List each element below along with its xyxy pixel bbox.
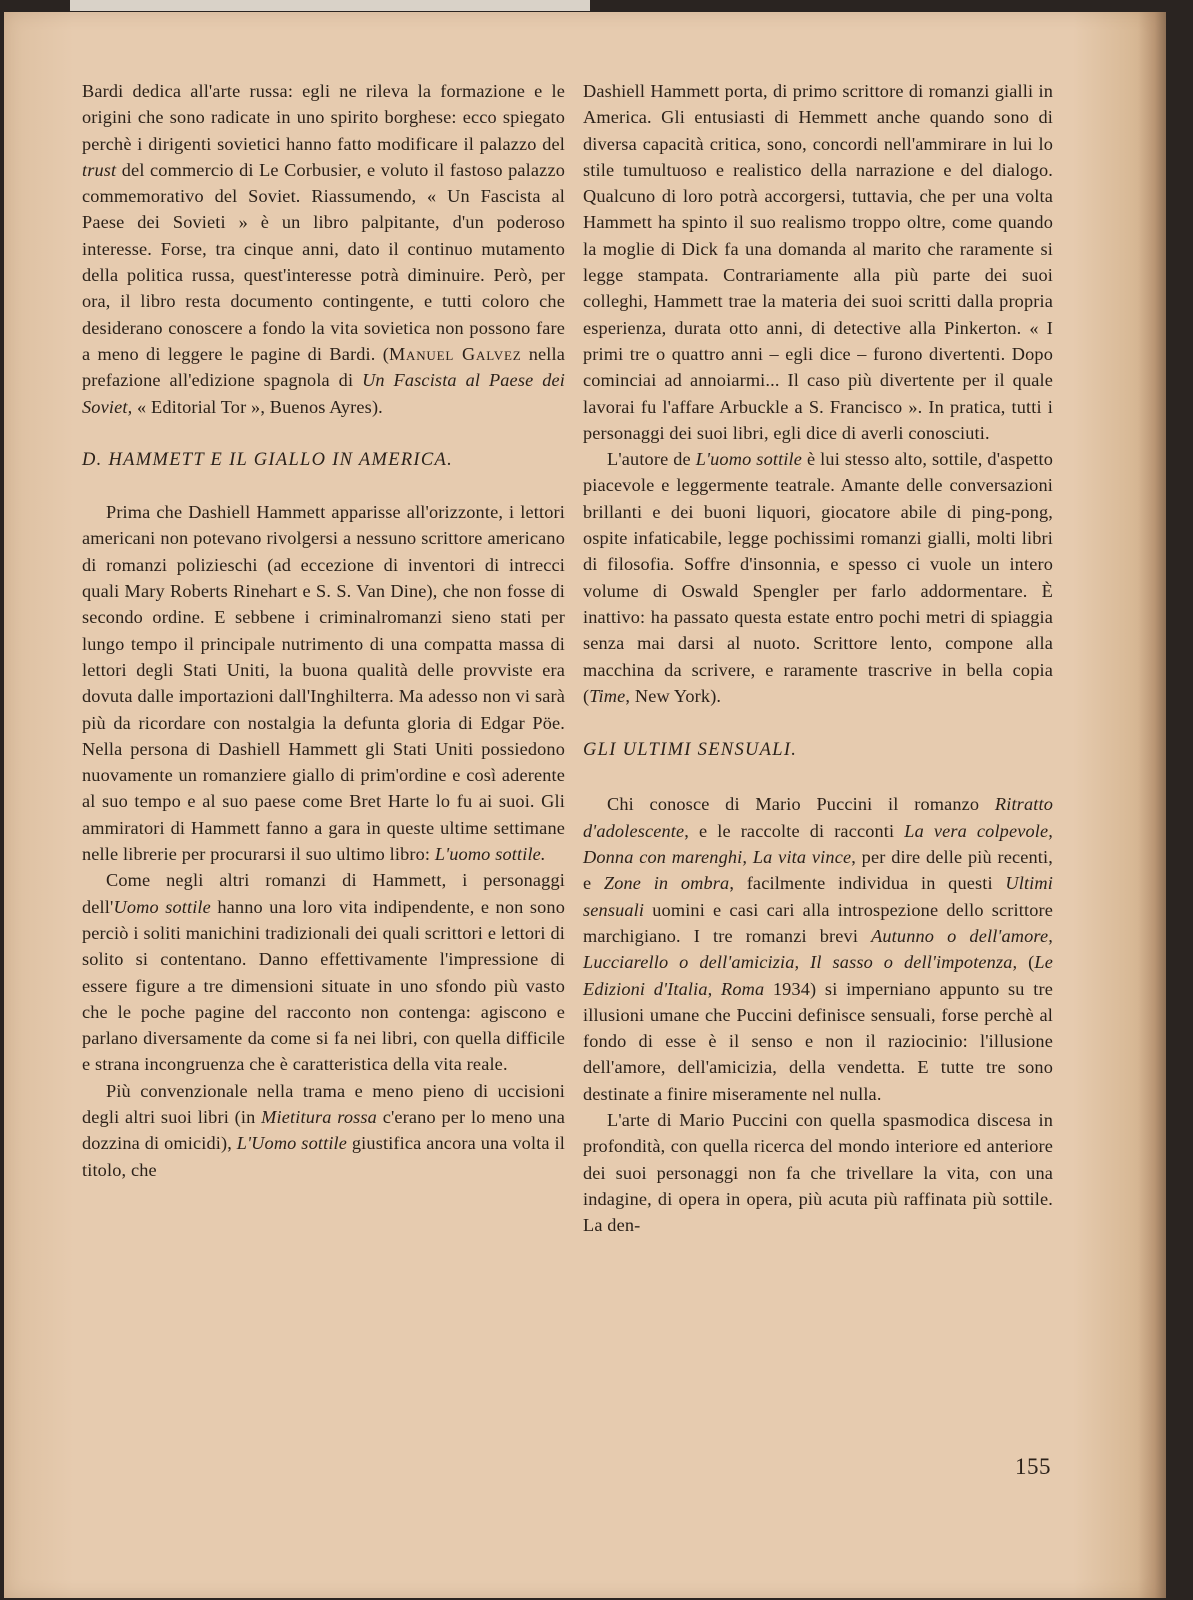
right-column (583, 78, 1053, 1238)
paragraph-hammett-characters: Come negli altri romanzi di Hammett, i personaggi dell'Uomo sottile hanno una loro vita indipendente, e non sono perciò i soliti manichini tradizionali dei quali scrittori e lettori di solito si contentano. Danno effettivamente l'impressione di essere figure a tre dimensioni situate in uno sfondo più vasto che le poche pagine del racconto non contenga: agiscono e parlano diversamente da come si fa nei libri, con quella difficile e strana incongruenza che è caratteristica della vita reale. (82, 870, 565, 1075)
page-number: 155 (1015, 1454, 1051, 1479)
paragraph-hammett-plot: Più convenzionale nella trama e meno pieno di uccisioni degli altri suoi libri (in Mietitura rossa c'erano per lo meno una dozzina di omicidi), L'Uomo sottile giustifica ancora una volta il titolo, che (82, 1080, 565, 1180)
paragraph-puccini-art: L'arte di Mario Puccini con quella spasmodica discesa in profondità, con quella ricerca del mondo interiore ed anteriore dei suoi personaggi non fa che trivellare la vita, con una indagine, di opera in opera, più acuta più raffinata più sottile. La den- (583, 1109, 1053, 1236)
left-column (82, 78, 565, 1183)
paragraph-hammett-author: L'autore de L'uomo sottile è lui stesso alto, sottile, d'aspetto piacevole e leggermente teatrale. Amante delle conversazioni brillanti e dei buoni liquori, giocatore abile di ping-pong, ospite infaticabile, legge pochissimi romanzi gialli, molti libri di filosofia. Soffre d'insonnia, e spesso ci vuole un intero volume di Oswald Spengler per farlo addormentare. È inattivo: ha passato questa estate entro pochi metri di spiaggia senza mai darsi al nuoto. Scrittore lento, compone alla macchina da scrivere, e raramente trascrive in bella copia (Time, New York). (583, 449, 1053, 706)
section-heading-sensuali: GLI ULTIMI SENSUALI. (583, 740, 798, 761)
paragraph-hammett-style: Dashiell Hammett porta, di primo scrittore di romanzi gialli in America. Gli entusiasti di Hemmett anche quando sono di diversa capacità critica, sono, concordi nell'ammirare in lui lo stile tumultuoso e realistico della narrazione e del dialogo. Qualcuno di loro potrà accorgersi, tuttavia, che per una volta Hammett ha spinto il suo realismo troppo oltre, come quando la moglie di Dick fa una domanda al marito che raramente si legge stampata. Contrariamente alla più parte dei suoi colleghi, Hammett trae la materia dei suoi scritti dalla propria esperienza, durata otto anni, di detective alla Pinkerton. « I primi tre o quattro anni – egli dice – furono divertenti. Dopo cominciai ad annoiarmi... Il caso più divertente per il quale lavorai fu l'affare Arbuckle a S. Francisco ». In pratica, tutti i personaggi dei suoi libri, egli dice di averli conosciuti. (583, 81, 1053, 443)
paragraph-puccini-works: Chi conosce di Mario Puccini il romanzo Ritratto d'adolescente, e le raccolte di racconti La vera colpevole, Donna con marenghi, La vita vince, per dire delle più recenti, e Zone in ombra, facilmente individua in questi Ultimi sensuali uomini e casi cari alla introspezione dello scrittore marchigiano. I tre romanzi brevi Autunno o dell'amore, Lucciarello o dell'amicizia, Il sasso o dell'impotenza, (Le Edizioni d'Italia, Roma 1934) si imperniano appunto su tre illusioni umane che Puccini definisce sensuali, forse perchè al fondo di esse è il senso e non il raziocinio: l'illusione dell'amore, dell'amicizia, della vendetta. E tutte tre sono destinate a finire miseramente nel nulla. (583, 794, 1053, 1104)
page-edge-shadow (1138, 12, 1166, 1598)
top-paper-strip (70, 0, 590, 11)
book-page (4, 12, 1166, 1598)
paragraph-hammett-intro: Prima che Dashiell Hammett apparisse all'orizzonte, i lettori americani non potevano rivolgersi a nessuno scrittore americano di romanzi polizieschi (ad eccezione di inventori di intrecci quali Mary Roberts Rinehart e S. S. Van Dine), che non fosse di secondo ordine. E sebbene i criminalromanzi sieno stati per lungo tempo il principale nutrimento di una compatta massa di lettori degli Stati Uniti, la buona qualità delle provviste era dovuta dalle importazioni dall'Inghilterra. Ma adesso non vi sarà più da ricordare con nostalgia la defunta gloria di Edgar Pöe. Nella persona di Dashiell Hammett gli Stati Uniti possiedono nuovamente un romanziere giallo di prim'ordine e così aderente al suo tempo e al suo paese come Bret Harte lo fu ai suoi. Gli ammiratori di Hammett fanno a gara in queste ultime settimane nelle librerie per procurarsi il suo ultimo libro: L'uomo sottile. (82, 502, 565, 865)
section-heading-hammett: D. HAMMETT E IL GIALLO IN AMERICA. (82, 449, 454, 470)
paragraph-bardi: Bardi dedica all'arte russa: egli ne rileva la formazione e le origini che sono radicate in uno spirito borghese: ecco spiegato perchè i dirigenti sovietici hanno fatto modificare il palazzo del trust del commercio di Le Corbusier, e voluto il fastoso palazzo commemorativo del Soviet. Riassumendo, « Un Fascista al Paese dei Sovieti » è un libro palpitante, d'un poderoso interesse. Forse, tra cinque anni, dato il continuo mutamento della politica russa, quest'interesse potrà diminuire. Però, per ora, il libro resta documento contingente, e tutti coloro che desiderano conoscere a fondo la vita sovietica non possono fare a meno di leggere le pagine di Bardi. (Manuel Galvez nella prefazione all'edizione spagnola di Un Fascista al Paese dei Soviet, « Editorial Tor », Buenos Ayres). (82, 81, 565, 417)
